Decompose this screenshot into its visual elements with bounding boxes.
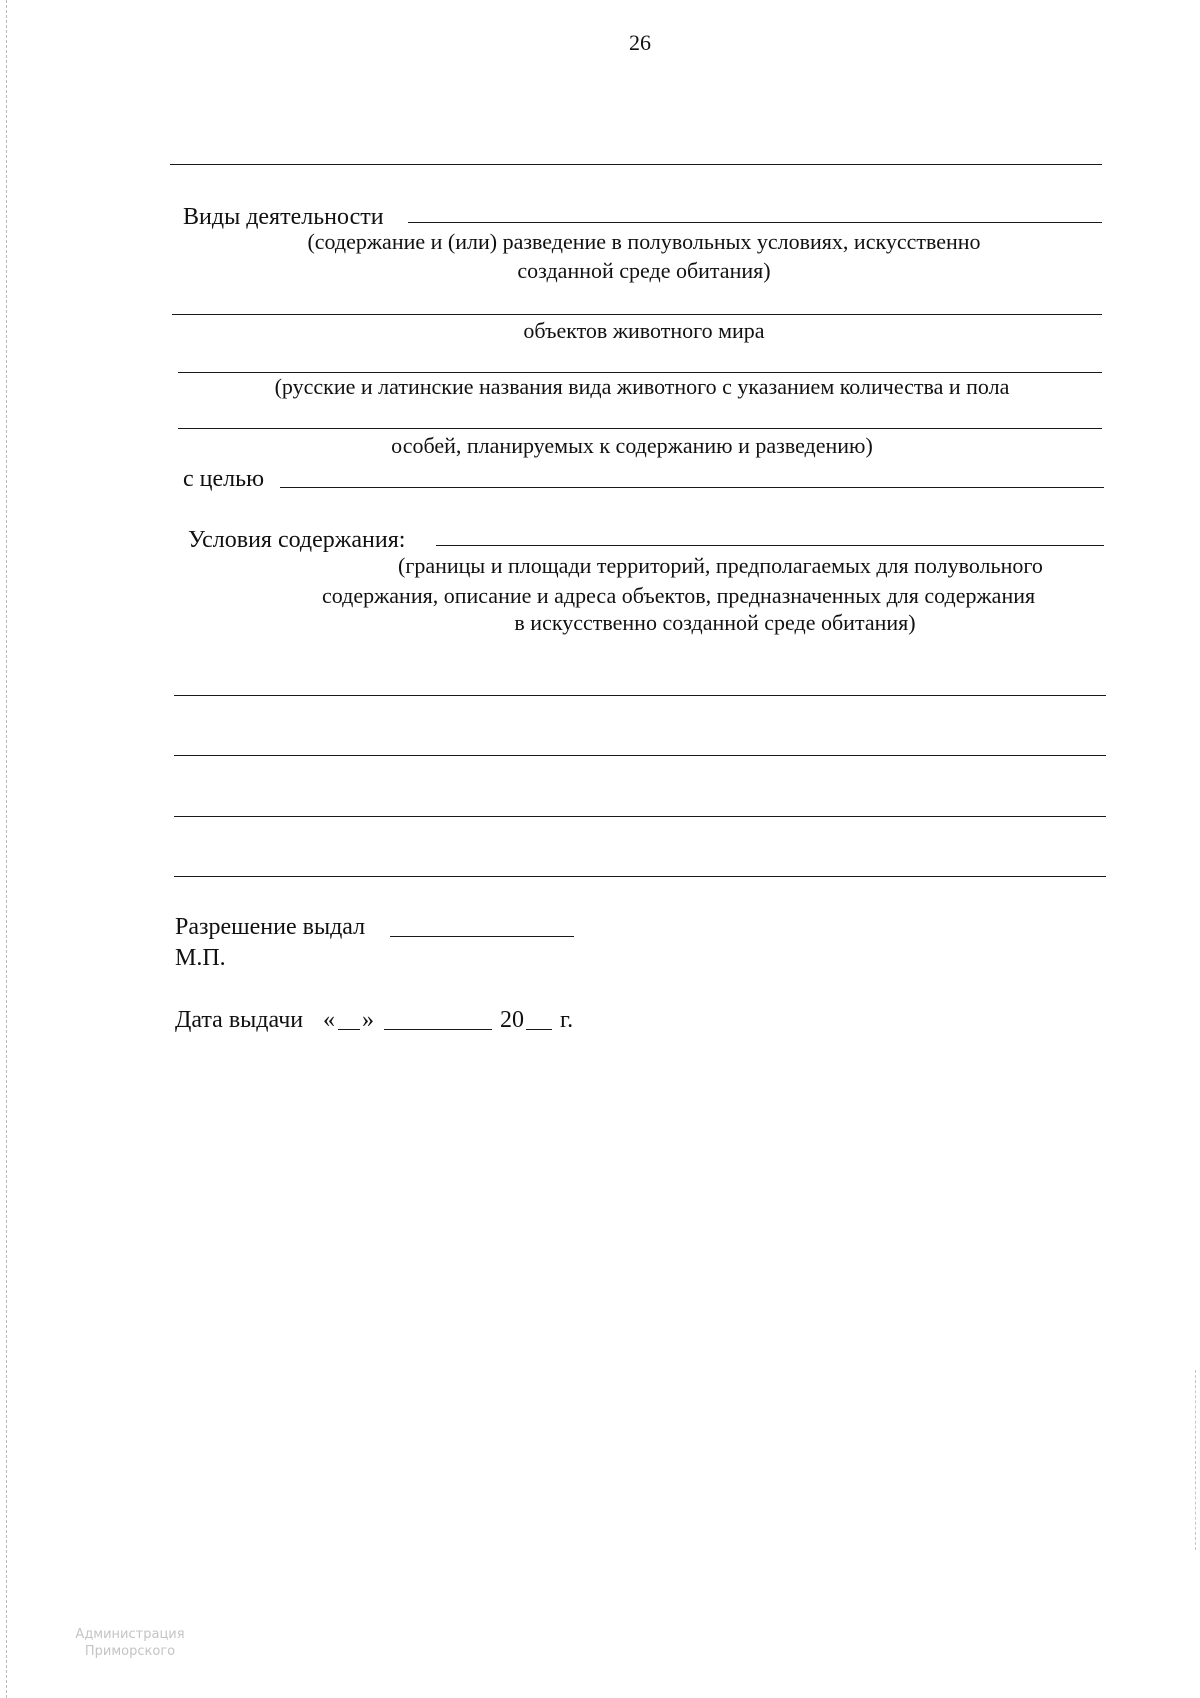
issue-date-label: Дата выдачи [175, 1007, 304, 1033]
conditions-hint-line1: (границы и площади территорий, предполагаемых для полувольного [398, 553, 1043, 578]
conditions-hint-line2: содержания, описание и адреса объектов, предназначенных для содержания [322, 583, 1036, 608]
issue-date-year-field[interactable] [526, 1029, 552, 1030]
issue-date-year-prefix: 20 [500, 1007, 524, 1033]
blank-line-top[interactable] [170, 164, 1102, 165]
page-number: 26 [629, 30, 651, 55]
conditions-label: Условия содержания: [188, 527, 406, 553]
species-hint-line1: (русские и латинские названия вида животного с указанием количества и пола [274, 374, 1010, 399]
issue-date-month-field[interactable] [384, 1029, 492, 1030]
species-field-line-2[interactable] [178, 428, 1102, 429]
scan-edge-right [1195, 1370, 1196, 1550]
purpose-label: с целью [183, 466, 264, 492]
issue-date-open-quote: « [323, 1007, 335, 1033]
conditions-field-line-5[interactable] [174, 876, 1106, 877]
activities-field-line[interactable] [408, 222, 1102, 223]
faint-stamp-text: Администрация Приморского [75, 1627, 185, 1659]
conditions-field-line-2[interactable] [174, 695, 1106, 696]
issue-date-year-suffix: г. [560, 1007, 574, 1033]
conditions-field-line-3[interactable] [174, 755, 1106, 756]
issue-date-close-quote: » [362, 1007, 374, 1033]
conditions-field-line[interactable] [436, 545, 1104, 546]
scan-edge-left [6, 0, 7, 1698]
conditions-field-line-4[interactable] [174, 816, 1106, 817]
objects-caption: объектов животного мира [523, 318, 765, 343]
conditions-hint-line3: в искусственно созданной среде обитания) [514, 610, 916, 635]
activities-field-line-2[interactable] [172, 314, 1102, 315]
issue-date-day-field[interactable] [338, 1029, 360, 1030]
activities-hint-line2: созданной среде обитания) [517, 258, 771, 283]
purpose-field-line[interactable] [280, 487, 1104, 488]
species-field-line-1[interactable] [178, 372, 1102, 373]
species-hint-line2: особей, планируемых к содержанию и разведению) [391, 433, 873, 458]
issuer-field-line[interactable] [390, 936, 574, 937]
seal-mark: М.П. [175, 945, 226, 971]
activities-hint-line1: (содержание и (или) разведение в полувольных условиях, искусственно [307, 229, 981, 254]
activities-label: Виды деятельности [183, 204, 384, 230]
issuer-label: Разрешение выдал [175, 914, 366, 940]
